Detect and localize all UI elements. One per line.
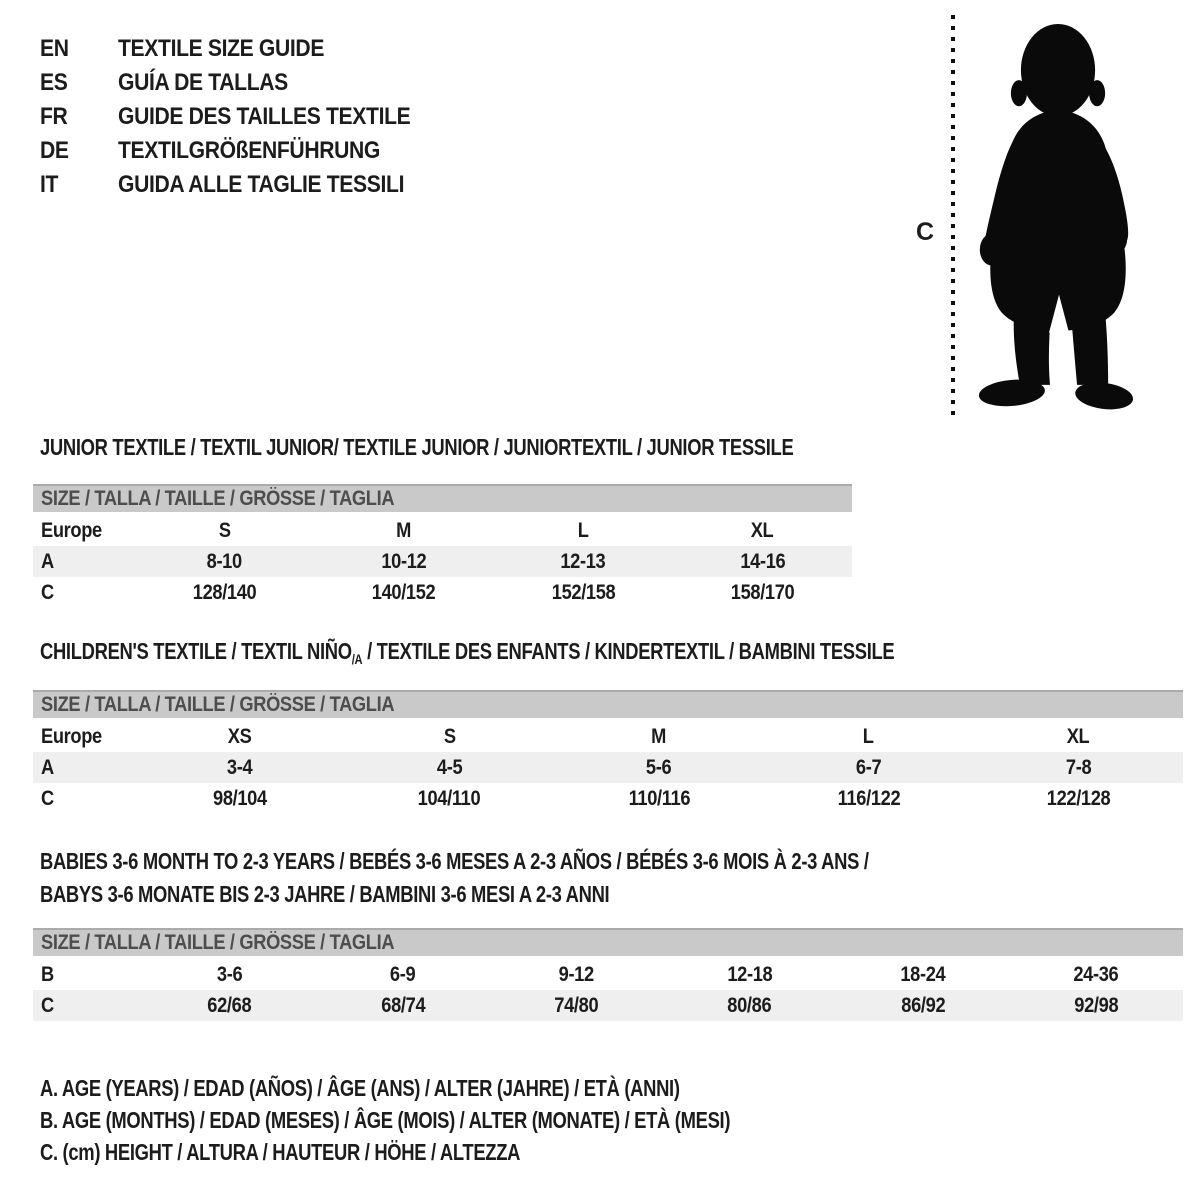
- language-title: TEXTILGRÖßENFÜHRUNG: [118, 137, 381, 164]
- size-cell: 14-16: [739, 549, 785, 573]
- size-cell: 6-7: [855, 755, 882, 779]
- language-title: GUIDE DES TAILLES TEXTILE: [118, 103, 411, 130]
- children-heading-after: / TEXTILE DES ENFANTS / KINDERTEXTIL / BAMBINI TESSILE: [362, 638, 895, 664]
- size-cell: 68/74: [380, 993, 425, 1017]
- size-cell: XS: [227, 724, 252, 748]
- babies-heading-line1-wrap: [40, 845, 1076, 878]
- row-label: B: [41, 962, 54, 986]
- language-code: IT: [40, 171, 59, 198]
- legend-line-a-wrap: [40, 1072, 903, 1104]
- children-table-rows: [33, 721, 1183, 814]
- size-cell: 6-9: [390, 962, 416, 986]
- height-measure-label: C: [916, 218, 935, 246]
- size-cell: M: [651, 724, 667, 748]
- size-cell: 12-13: [560, 549, 606, 573]
- size-cell: 116/122: [837, 786, 900, 810]
- size-cell: 3-6: [216, 962, 243, 986]
- size-cell: L: [863, 724, 875, 748]
- babies-section-heading: [40, 845, 1076, 911]
- row-label: Europe: [41, 518, 102, 542]
- size-cell: 10-12: [381, 549, 427, 573]
- row-label: Europe: [41, 724, 102, 748]
- table-row: [33, 959, 1183, 990]
- size-cell: 104/110: [418, 786, 481, 810]
- size-cell: S: [443, 724, 456, 748]
- size-cell: S: [218, 518, 231, 542]
- size-cell: 3-4: [227, 755, 253, 779]
- size-header-text: SIZE / TALLA / TAILLE / GRÖSSE / TAGLIA: [41, 487, 395, 510]
- size-cell: 128/140: [192, 580, 257, 604]
- size-cell: XL: [751, 518, 774, 542]
- children-heading-before: CHILDREN'S TEXTILE / TEXTIL NIÑO: [40, 638, 352, 664]
- size-cell: 9-12: [558, 962, 594, 986]
- legend-line-height: C. (cm) HEIGHT / ALTURA / HAUTEUR / HÖHE / ALTEZZA: [40, 1139, 521, 1165]
- language-title: TEXTILE SIZE GUIDE: [118, 35, 325, 62]
- size-cell: 110/116: [628, 786, 690, 810]
- size-header-text: SIZE / TALLA / TAILLE / GRÖSSE / TAGLIA: [41, 931, 395, 954]
- row-label: C: [41, 786, 54, 810]
- babies-size-table: [33, 928, 1183, 1021]
- children-size-table: [33, 690, 1183, 814]
- size-cell: 92/98: [1074, 993, 1119, 1017]
- legend-line-b-wrap: [40, 1104, 903, 1136]
- row-label: C: [41, 993, 54, 1017]
- size-cell: 140/152: [372, 580, 436, 604]
- babies-heading-line2: BABYS 3-6 MONATE BIS 2-3 JAHRE / BAMBINI 3-6 MESI A 2-3 ANNI: [40, 881, 610, 907]
- row-label: A: [41, 755, 54, 779]
- legend-line-age-years: A. AGE (YEARS) / EDAD (AÑOS) / ÂGE (ANS) / ALTER (JAHRE) / ETÀ (ANNI): [40, 1075, 680, 1101]
- size-cell: 98/104: [212, 786, 267, 810]
- table-row: [33, 990, 1183, 1021]
- babies-table-rows: [33, 959, 1183, 1021]
- legend-line-age-months: B. AGE (MONTHS) / EDAD (MESES) / ÂGE (MOIS) / ALTER (MONATE) / ETÀ (MESI): [40, 1107, 731, 1133]
- table-row: [33, 546, 852, 577]
- language-title: GUIDA ALLE TAGLIE TESSILI: [118, 171, 405, 198]
- language-title: GUÍA DE TALLAS: [118, 69, 288, 96]
- babies-heading-line1: BABIES 3-6 MONTH TO 2-3 YEARS / BEBÉS 3-6 MESES A 2-3 AÑOS / BÉBÉS 3-6 MOIS À 2-3 ANS /: [40, 848, 869, 874]
- size-cell: 8-10: [207, 549, 243, 573]
- language-code: EN: [40, 35, 69, 62]
- height-measure-line: [951, 15, 955, 415]
- table-row: [33, 721, 1183, 752]
- size-cell: 5-6: [646, 755, 672, 779]
- height-figure: [915, 15, 1147, 419]
- children-heading-sub: /A: [351, 651, 363, 667]
- junior-heading-text: JUNIOR TEXTILE / TEXTIL JUNIOR/ TEXTILE JUNIOR / JUNIORTEXTIL / JUNIOR TESSILE: [40, 434, 794, 460]
- table-row: [33, 577, 852, 608]
- size-cell: 24-36: [1073, 962, 1119, 986]
- table-row: [33, 783, 1183, 814]
- size-cell: 80/86: [727, 993, 772, 1017]
- junior-section-heading: [40, 435, 982, 459]
- measurement-legend: [40, 1072, 903, 1168]
- toddler-silhouette-icon: [967, 18, 1139, 414]
- size-cell: 62/68: [207, 993, 252, 1017]
- size-cell: 122/128: [1046, 786, 1110, 810]
- size-cell: 12-18: [727, 962, 773, 986]
- size-cell: 74/80: [554, 993, 599, 1017]
- row-label: A: [41, 549, 54, 573]
- size-cell: 7-8: [1065, 755, 1091, 779]
- size-header-bar: [33, 690, 1183, 718]
- size-cell: L: [577, 518, 589, 542]
- table-row: [33, 752, 1183, 783]
- size-cell: 86/92: [900, 993, 945, 1017]
- babies-heading-line2-wrap: [40, 878, 1076, 911]
- size-cell: M: [396, 518, 412, 542]
- language-code: FR: [40, 103, 68, 130]
- size-header-bar: [33, 484, 852, 512]
- children-section-heading: [40, 639, 1108, 671]
- language-code: ES: [40, 69, 68, 96]
- row-label: C: [41, 580, 54, 604]
- language-code: DE: [40, 137, 69, 164]
- legend-line-c-wrap: [40, 1136, 903, 1168]
- size-header-bar: [33, 928, 1183, 956]
- size-cell: XL: [1066, 724, 1090, 748]
- size-header-text: SIZE / TALLA / TAILLE / GRÖSSE / TAGLIA: [41, 693, 395, 716]
- junior-size-table: [33, 484, 852, 608]
- junior-table-rows: [33, 515, 852, 608]
- children-heading-text: [40, 639, 894, 671]
- size-cell: 4-5: [436, 755, 463, 779]
- size-cell: 158/170: [730, 580, 795, 604]
- size-cell: 18-24: [900, 962, 946, 986]
- size-cell: 152/158: [551, 580, 615, 604]
- table-row: [33, 515, 852, 546]
